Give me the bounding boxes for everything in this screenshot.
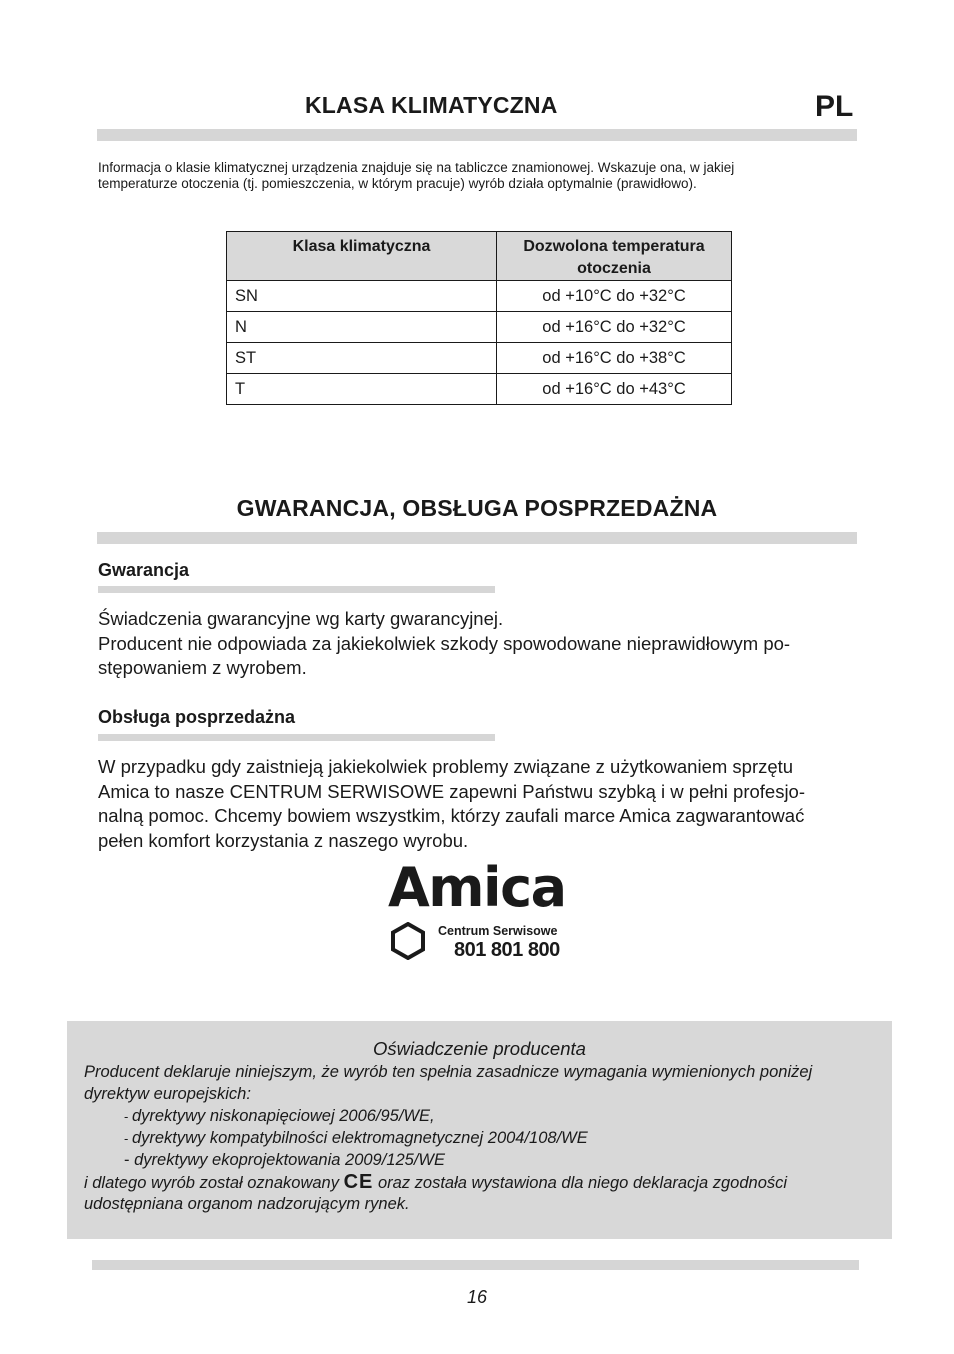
amica-logo	[388, 856, 573, 967]
temperature-cell: od +16°C do +43°C	[497, 374, 732, 405]
class-cell: T	[227, 374, 497, 405]
column-header-klasa: Klasa klimatyczna	[227, 232, 497, 281]
intro-line-2: temperaturze otoczenia (tj. pomieszczenia, w którym pracuje) wyrób działa optymalnie (prawidłowo).	[98, 176, 697, 191]
climate-class-table	[226, 231, 732, 405]
intro-line-1: Informacja o klasie klimatycznej urządzenia znajduje się na tabliczce znamionowej. Wskazuje ona, w jakiej	[98, 160, 735, 175]
gwarancja-text	[98, 607, 790, 681]
class-cell: ST	[227, 343, 497, 374]
amica-brand-text: Amica	[388, 856, 566, 919]
manufacturer-declaration	[67, 1021, 892, 1239]
paragraph-line: nalną pomoc. Chcemy bowiem wszystkim, którzy zaufali marce Amica zagwarantować	[98, 805, 805, 826]
paragraph-line: W przypadku gdy zaistnieją jakiekolwiek problemy związane z użytkowaniem sprzętu	[98, 756, 794, 777]
table-row	[227, 312, 732, 343]
subheading-obsluga-divider	[98, 734, 495, 741]
table-row	[227, 281, 732, 312]
section-title-gwarancja: GWARANCJA, OBSŁUGA POSPRZEDAŻNA	[236, 495, 718, 521]
section-title-klasa: KLASA KLIMATYCZNA	[305, 92, 558, 118]
declaration-line-3: i dlatego wyrób został oznakowany CE oraz została wystawiona dla niego deklaracja zgodności	[84, 1171, 788, 1193]
subheading-gwarancja-divider	[98, 586, 495, 593]
temperature-cell: od +16°C do +32°C	[497, 312, 732, 343]
paragraph-line: pełen komfort korzystania z naszego wyrobu.	[98, 829, 469, 851]
temperature-cell: od +16°C do +38°C	[497, 343, 732, 374]
directive-item: - dyrektywy niskonapięciowej 2006/95/WE,	[124, 1107, 435, 1125]
temperature-cell: od +10°C do +32°C	[497, 281, 732, 312]
directive-item: - dyrektywy kompatybilności elektromagnetycznej 2004/108/WE	[124, 1129, 588, 1147]
page-number: 16	[466, 1287, 488, 1307]
class-cell: N	[227, 312, 497, 343]
declaration-line-4: udostępniana organom nadzorującym rynek.	[84, 1195, 410, 1213]
paragraph-line: stępowaniem z wyrobem.	[98, 657, 307, 678]
service-center-label: Centrum Serwisowe	[438, 924, 558, 938]
declaration-line-2: dyrektyw europejskich:	[84, 1085, 251, 1103]
obsluga-text	[98, 755, 805, 853]
column-header-temperature: Dozwolona temperatura otoczenia	[497, 232, 732, 281]
subheading-gwarancja: Gwarancja	[98, 560, 190, 580]
language-label: PL	[815, 90, 854, 123]
warranty-divider	[97, 532, 857, 544]
service-phone: 801 801 800	[454, 939, 560, 961]
table-row	[227, 374, 732, 405]
paragraph-line: Producent nie odpowiada za jakiekolwiek szkody spowodowane nieprawidłowym po-	[98, 632, 791, 654]
footer-divider	[92, 1260, 859, 1270]
declaration-line-1: Producent deklaruje niniejszym, że wyrób ten spełnia zasadnicze wymagania wymienionych poniżej	[84, 1063, 813, 1081]
header-divider	[97, 129, 857, 141]
directive-item: - dyrektywy ekoprojektowania 2009/125/WE	[124, 1151, 446, 1169]
class-cell: SN	[227, 281, 497, 312]
service-hexagon-icon	[390, 922, 426, 960]
table-row	[227, 343, 732, 374]
subheading-obsluga: Obsługa posprzedażna	[98, 707, 296, 727]
declaration-title: Oświadczenie producenta	[373, 1038, 586, 1059]
ce-mark-icon: CE	[343, 1171, 374, 1193]
table-header-row	[227, 232, 732, 281]
paragraph-line: Amica to nasze CENTRUM SERWISOWE zapewni Państwu szybką i w pełni profesjo-	[98, 780, 806, 802]
paragraph-line: Świadczenia gwarancyjne wg karty gwarancyjnej.	[98, 608, 504, 629]
